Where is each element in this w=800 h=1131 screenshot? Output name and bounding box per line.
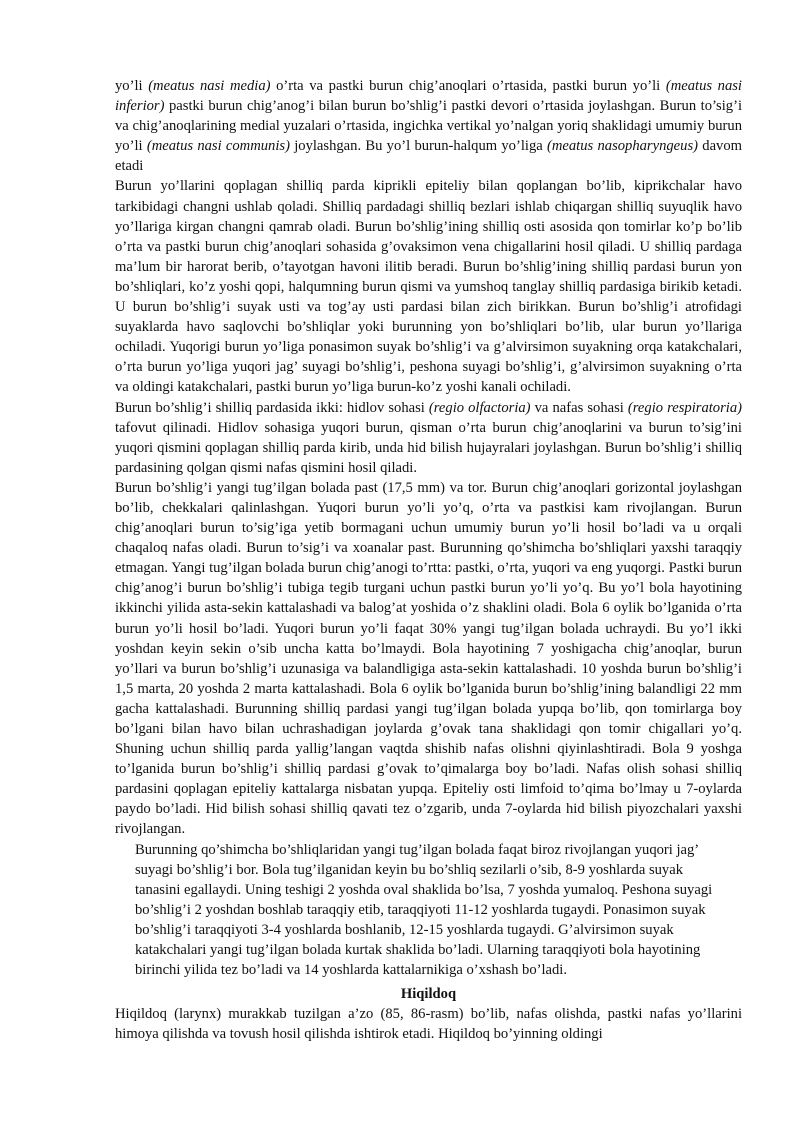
text-run: yo’li	[115, 78, 149, 94]
paragraph-nasal-passages	[115, 76, 742, 176]
latin-term: (meatus nasi inferior)	[115, 78, 742, 115]
text-run: davom etadi	[115, 138, 742, 175]
latin-term: (regio respiratoria)	[627, 399, 742, 416]
text-run: pastki burun chig’anog’i bilan burun bo’shlig’i pastki devori o’rtasida joylashgan. Burun to’sig’i va chig’anoqlarining medial yuzalari o’rtasida, ingichka vertikal yo’nalgan yoriq shaklidagi umumiy burun yo’li	[115, 98, 742, 155]
latin-term: (meatus nasi communis)	[146, 138, 290, 155]
latin-term: (regio olfactoria)	[428, 399, 531, 416]
section-heading: Hiqildoq	[400, 986, 457, 1003]
text-run: joylashgan. Bu yo’l burun-halqum yo’liga	[289, 138, 547, 155]
latin-term: (meatus nasopharyngeus)	[547, 138, 698, 155]
text-run: tafovut qilinadi. Hidlov sohasiga yuqori burun, qisman o’rta burun chig’anoqlarini va burun to’sig’ini yuqori qismini qoplagan shilliq parda kirib, unda hid bilish hujayralari joylashgan. Burun bo’shlig’i shilliq pardasining qolgan qismi nafas qismini hosil qiladi.	[115, 419, 742, 476]
paragraph-larynx: Hiqildoq (larynx) murakkab tuzilgan a’zo (85, 86-rasm) bo’lib, nafas olishda, pastki nafas yo’llarini himoya qilishda va tovush hosil qilishda ishtirok etadi. Hiqildoq bo’yinning oldingi	[115, 1006, 742, 1043]
paragraph-mucous-membrane: Burun yo’llarini qoplagan shilliq parda kiprikli epiteliy bilan qoplangan bo’lib, kiprikchalar havo tarkibidagi changni ushlab qoladi. Shilliq pardadagi shilliq bezlari ishlab chiqargan shilliq suyuqlik havo yo’llariga kirgan changni qamrab oladi. Burun bo’shlig’ining shilliq osti asosida qon tomirlar ko’p bo’lib o’rta va pastki burun chig’anoqlari sohasida g’ovaksimon vena chigallarini hosil qiladi. U shilliq pardaga ma’lum bir harorat berib, o’tayotgan havoni ilitib beradi. Burun bo’shlig’ining shilliq pardasi burun yon bo’shliqlari, ko’z yoshi qopi, halqumning burun qismi va yumshoq tanglay shilliq pardasiga birikib ketadi. U burun bo’shlig’i suyak usti va tog’ay usti pardasi bilan zich birikkan. Burun bo’shlig’i atrofidagi suyaklarda havo saqlovchi bo’shliqlar yoki burunning yon bo’shliqlari bo’lib, ular burun yo’llariga ochiladi. Yuqorigi burun yo’liga ponasimon suyak bo’shlig’i va g’alvirsimon suyakning orqa katakchalari, o’rta burun yo’liga yuqori jag’ suyagi bo’shlig’i, peshona suyagi bo’shlig’i, g’alvirsimon suyakning o’rta va oldingi katakchalari, pastki burun yo’liga burun-ko’z yoshi kanali ochiladi.	[115, 178, 742, 396]
text-run: va nafas sohasi	[530, 399, 628, 416]
paragraph-olfactory-region	[115, 398, 742, 478]
paragraph-newborn-nasal-cavity: Burun bo’shlig’i yangi tug’ilgan bolada past (17,5 mm) va tor. Burun chig’anoqlari gorizontal joylashgan bo’lib, chekkalari qalinlashgan. Yuqori burun yo’li yo’q, o’rta va pastkisi kam rivojlangan. Burun chig’anoqlari burun to’sig’iga yetib bormagani uchun umumiy burun yo’li hosil bo’ladi va u orqali chaqaloq nafas oladi. Burun to’sig’i va xoanalar past. Burunning qo’shimcha bo’shliqlari yaxshi taraqqiy etmagan. Yangi tug’ilgan bolada burun chig’anogi to’rtta: pastki, o’rta, yuqori va eng yuqorgi. Pastki burun chig’anog’i burun bo’shlig’i tubiga tegib turgani uchun pastki burun yo’li yo’q. Bu yo’l bola hayotining ikkinchi yilida asta-sekin kattalashadi va balog’at yoshida o’z shaklini oladi. Bola 6 oylik bo’lganida o’rta burun yo’li hosil bo’ladi. Yuqori burun yo’li faqat 30% yangi tug’ilgan bolada uchraydi. Bu yo’l ikki yoshdan keyin sekin o’sib uncha katta bo’lmaydi. Bola hayotining 7 yoshigacha chig’anoqlar, burun yo’llari va burun bo’shlig’i uzunasiga va balandligiga asta-sekin kattalashadi. 10 yoshda burun bo’shlig’i 1,5 marta, 20 yoshda 2 marta kattalashadi. Bola 6 oylik bo’lganida burun bo’shlig’ining balandligi 22 mm gacha kattalashadi. Burunning shilliq pardasi yangi tug’ilgan bolada yupqa bo’lib, qon tomirlarga boy bo’lgani bilan havo bilan uchrashadigan joylarda g’ovak tana shaklidagi qon tomir chigallari yo’q. Shuning uchun shilliq parda yallig’langan vaqtda shishib nafas olishni qiyinlashtiradi. Bola 9 yoshga to’lganida burun bo’shlig’i shilliq pardasi g’ovak to’qimalarga boy bo’ladi. Nafas olish sohasi shilliq pardasini qoplagan epiteliy kattalarga nisbatan yupqa. Epiteliy osti limfoid to’qima bo’lmay u 7-oylarda paydo bo’ladi. Hid bilish sohasi shilliq qavati tez o’zgarib, unda 7-oylarda hid bilish piyozchalari yaxshi rivojlangan.	[115, 479, 742, 838]
paragraph-paranasal-sinuses: Burunning qo’shimcha bo’shliqlaridan yangi tug’ilgan bolada faqat biroz rivojlangan yuqori jag’ suyagi bo’shlig’i bor. Bola tug’ilganidan keyin bu bo’shliq sezilarli o’sib, 8-9 yoshlarda suyak tanasini egallaydi. Uning teshigi 2 yoshda oval shaklida bo’lsa, 7 yoshda yumaloq. Peshona suyagi bo’shlig’i 2 yoshdan boshlab taraqqiy etib, taraqqiyoti 11-12 yoshlarda tugaydi. Ponasimon suyak bo’shlig’i taraqqiyoti 3-4 yoshlarda boshlanib, 12-15 yoshlarda tugaydi. G’alvirsimon suyak katakchalari yangi tug’ilgan bolada kurtak shaklida bo’ladi. Ularning taraqqiyoti bola hayotining birinchi yilida tez bo’ladi va 14 yoshlarda kattalarnikiga o’xshash bo’ladi.	[135, 841, 713, 979]
text-run: Burun bo’shlig’i shilliq pardasida ikki: hidlov sohasi	[115, 399, 429, 416]
text-run: o’rta va pastki burun chig’anoqlari o’rtasida, pastki burun yo’li	[270, 78, 666, 94]
latin-term: (meatus nasi media)	[148, 78, 271, 94]
